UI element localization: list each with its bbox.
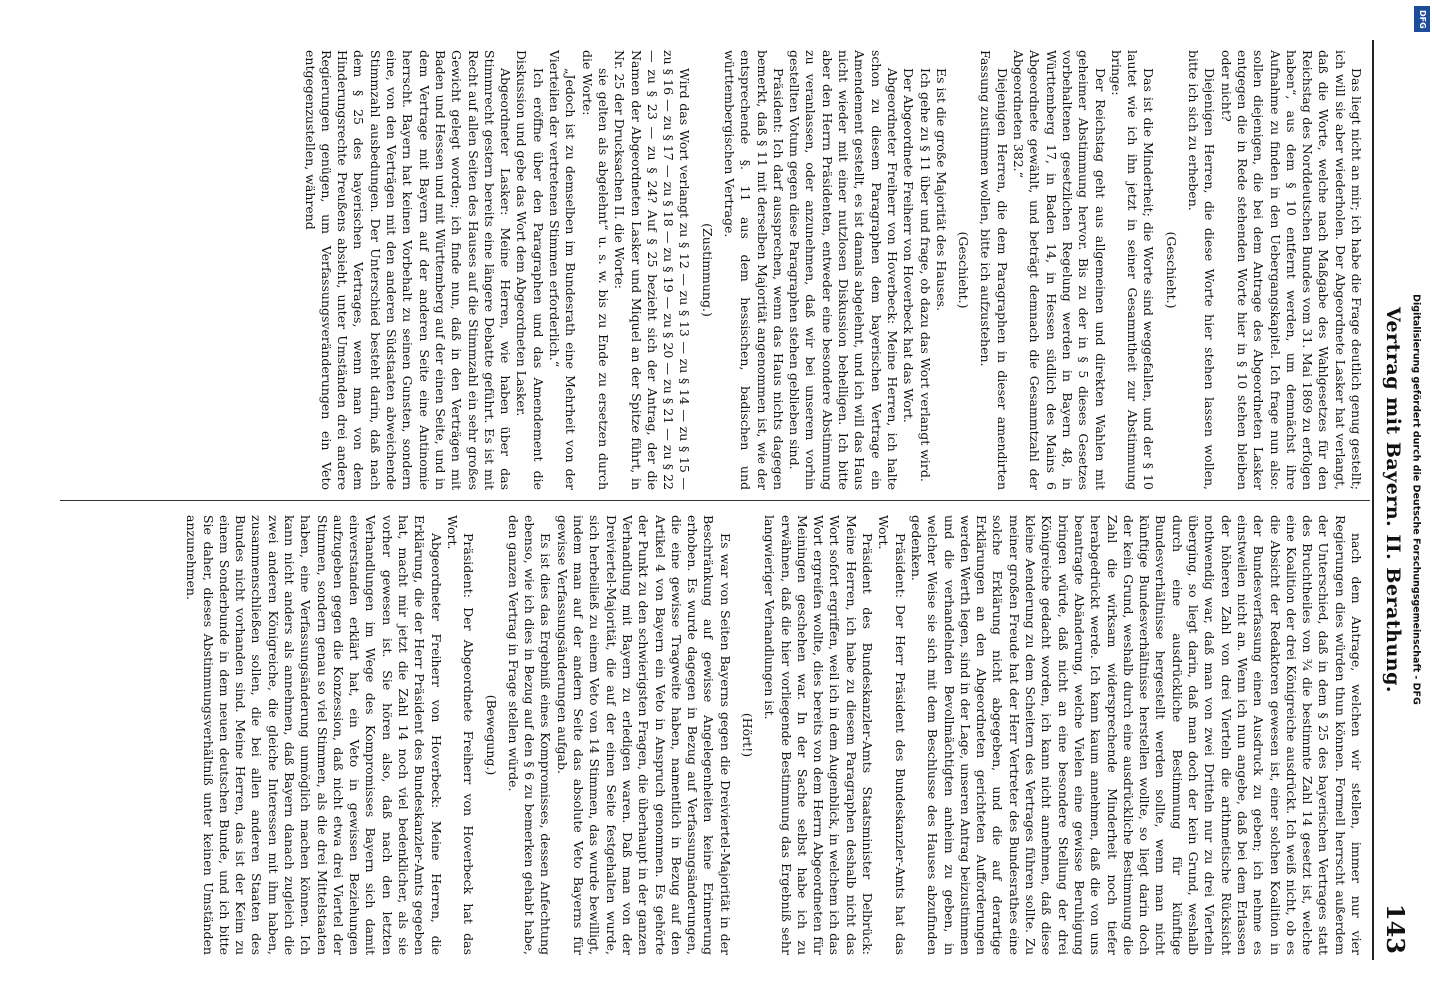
paragraph: „Jedoch ist zu demselben im Bundesrath eine Mehrheit von der Vierteilen der vertretenen Stimmen erforderlich.“ bbox=[547, 50, 579, 490]
paragraph: Diejenigen Herren, die diese Worte hier stehen lassen wollen, bitte ich sich zu erheben. bbox=[1186, 50, 1218, 490]
paragraph: Das ist die Minderheit; die Worte sind weggefallen, und der § 10 lautet wie ich ihn jetzt in seiner Gesammtheit zur Abstimmung bringe: bbox=[1108, 50, 1157, 490]
paragraph: Abgeordneter Freiherr von Hoverbeck: Meine Herren, ich halte schon zu diesem Paragraphen dem bayerischen Vertrage ein Amendement gestellt, es ist damals abgelehnt, und ich will das Haus nicht wieder mit einer nutzlosen Diskussion behelligen. Ich bitte aber den Herrn Präsidenten, entweder eine besondere Abstimmung zu veranlassen, oder anzunehmen, daß wir bei unserem vorhin gestellten Votum gegen diese Paragraphen stehen geblieben sind. bbox=[787, 50, 900, 490]
column-divider bbox=[60, 500, 1370, 501]
paragraph: Präsident: Der Abgeordnete Freiherr von Hoverbeck hat das Wort. bbox=[444, 515, 477, 955]
paragraph: Das liegt nicht an mir; ich habe die Frage deutlich genug gestellt; ich will sie aber wiederholen. Der Abgeordnete Lasker hat verlangt, daß die Worte, welche nach Maßgabe des Wahlgesetzes für den Reichstag des Norddeutschen Bundes vom 31. Mai 1869 zu erfolgen haben“, aus dem § 10 entfernt werden, um demnächst ihre Aufnahme zu finden in den Uebergangskapitel. Ich frage nun also: sollen diejenigen, die bei dem Antrage des Abgeordneten Lasker entgegen die in Rede stehenden Worte hier in § 10 stehen bleiben oder nicht? bbox=[1218, 50, 1364, 490]
digitization-credit: Digitalisierung gefördert durch die Deutsche Forschungsgemeinschaft - DFG bbox=[1410, 294, 1422, 705]
paragraph: Diejenigen Herren, die dem Paragraphen in dieser amendirten Fassung zustimmen wollen, bitte ich aufzustehen. bbox=[978, 50, 1010, 490]
digitization-credit-strip bbox=[1410, 0, 1428, 1000]
paragraph: Der Reichstag geht aus allgemeinen und direkten Wahlen mit geheimer Abstimmung hervor. Bis zu der in § 5 dieses Gesetzes vorbehaltenen gesetzlichen Regelung werden in Bayern 48, in Württemberg 17, in Baden 14, in Hessen südlich des Mains 6 Abgeordnete gewählt, und beträgt demnach die Gesammtzahl der Abgeordneten 382.“ bbox=[1011, 50, 1108, 490]
paragraph: sie gelten als abgelehnt“ u. s. w. bis zu Ende zu ersetzen durch die Worte: bbox=[579, 50, 611, 490]
page-title: Vertrag mit Bayern. II. Berathung. bbox=[1382, 307, 1404, 693]
paragraph: Es war von Seiten Bayerns gegen die Dreiviertel-Majorität in der Beschränkung auf gewisse Angelegenheiten keine Erinnerung erhoben. Es wurde dagegen in Bezug auf Verfassungsänderungen, die eine gewisse Tragweite haben, namentlich in Bezug auf den Artikel 4 von Bayern ein Veto in Anspruch genommen. Es gehörte der Punkt zu den schwierigsten Fragen, die überhaupt in der ganzen Verhandlung mit Bayern zu erledigen waren. Daß man von der Dreiviertel-Majorität, die auf der einen Seite festgehalten wurde, sich herbeiließ zu einem Veto von 14 Stimmen, das wurde bewilligt, indem man auf der andern Seite das absolute Veto Bayerns für gewisse Verfassungsänderungen aufgab. bbox=[554, 515, 733, 955]
page-number: 143 bbox=[1381, 903, 1410, 954]
paragraph: Ich gehe zu § 11 über und frage, ob dazu das Wort verlangt wird. bbox=[917, 68, 933, 482]
paragraph: Ich eröffne über den Paragraphen und das Amendement die Diskussion und gebe das Wort dem Abgeordneten Lasker. bbox=[514, 50, 546, 490]
stage-direction: (Hört!) bbox=[740, 712, 756, 758]
header-rule bbox=[1372, 40, 1374, 960]
left-text-column bbox=[64, 50, 1364, 490]
paragraph: Abgeordneter Freiherr von Hoverbeck: Meine Herren, die Erklärung, die der Herr Präsident des Bundeskanzler-Amts gegeben hat, macht mir jetzt die Zahl 14 noch viel bedenklicher, als sie vorher gewesen ist. Sie hören also, daß nach den letzten Verhandlungen im Wege des Kompromisses Bayern sich damit einverstanden erklärt hat, ein Veto in gewissen Beziehungen aufzugeben gegen die Konzession, daß nicht etwa drei Viertel der Stimmen, sondern genau so viel Stimmen, als die drei Mittelstaaten haben, eine Verfassungsänderung unmöglich machen können. Ich kann nicht anders als annehmen, daß Bayern danach zugleich die zwei anderen Königreiche, die gleiche Interessen mit ihm haben, zusammenschließen sollen, die bei allen anderen Staaten des Bundes nicht vorhanden sind. Meine Herren, das ist der Keim zu einem Sonderbunde in dem neuen deutschen Bunde, und ich bitte Sie daher, dieses Abstimmungsverhältniß unter keinen Umständen anzunehmen. bbox=[184, 515, 444, 955]
paragraph: nach dem Antrage, welchen wir stellen, immer nur vier Regierungen dies würden thun können. Formell herrscht außerdem der Unterschied, daß in dem § 25 des bayerischen Vertrages statt des Bruchtheiles von ¾ die bestimmte Zahl 14 gesetzt ist, welche eine Koalition der drei Königreiche ausdrückt. Ich weiß nicht, ob es die Absicht der Redaktoren gewesen ist, einer solchen Koalition in der Bundesverfassung einen Ausdruck zu geben; ich nehme es einstweilen nicht an. Wenn ich nun angebe, daß bei dem Erlassen der höheren Zahl von drei Vierteln die arithmetische Rücksicht nothwendig war, daß man von zwei Dritteln nur zu drei Vierteln überging, so liegt darin, daß man doch der kein Grund, weshalb durch eine ausdrückliche Bestimmung für künftige Bundesverhältnisse hergestellt werden sollte, wenn man nicht künftige Bundesverhältnisse herstellen wollte, so liegt darin doch der kein Grund, weshalb durch eine ausdrückliche Bestimmung die Zahl die wirksam widersprechende Minderheit noch tiefer herabgedrückt werde. Ich kann kaum annehmen, daß die von uns beantragte Abänderung, welche Vielen eine gewisse Beruhigung bringen würde, daß nicht an eine besondere Stellung der drei Königreiche gedacht worden, ich kann nicht annehmen, daß diese kleine Aenderung zu dem Scheitern des Vertrages führen sollte. Zu meiner großen Freude hat der Herr Vertreter des Bundesrathes eine solche Erklärung nicht abgegeben, und die auf derartige Erklärungen an den Abgeordneten gerichteten Aufforderungen werden Werth legen, sind in der Lage, unseren Antrag beizustimmen und die verhandelnden Bevollmächtigten anheim zu geben, in welcher Weise sie sich mit dem Beschlusse des Hauses abzufinden gedenken. bbox=[908, 515, 1364, 955]
paragraph: Präsident: Ich darf aussprechen, wenn das Haus nichts dagegen bemerkt, daß § 11 mit derselben Majorität angenommen ist, wie der entsprechende §. 11 aus dem hessischen, badischen und württembergischen Vertrage. bbox=[722, 50, 786, 490]
page-header bbox=[1372, 40, 1414, 960]
paragraph: Präsident: Der Herr Präsident des Bundeskanzler-Amts hat das Wort. bbox=[876, 515, 908, 955]
paragraph: Präsident des Bundeskanzler-Amts Staatsminister Delbrück: Meine Herren, ich habe zu diesem Paragraphen deshalb nicht das Wort sofort ergriffen, weil ich in dem Augenblick, in welchem ich das Wort ergreifen wollte, dies bereits von dem Herrn Abgeordneten für Meiningen geschehen war. In der Sache selbst habe ich zu erwähnen, daß die hier vorliegende Bestimmung das Ergebniß sehr langwieriger Verhandlungen ist. bbox=[762, 515, 876, 955]
paragraph: Wird das Wort verlangt zu § 12 — zu § 13 — zu § 14 — zu § 15 — zu § 16 — zu § 17 — zu § 18 — zu § 19 — zu § 20 — zu § 21 — zu § 22 — zu § 23 — zu § 24? Auf § 25 bezieht sich der Antrag, der die Namen der Abgeordneten Lasker und Miquel an der Spitze führt, in Nr. 25 der Drucksachen II. die Worte: bbox=[612, 50, 693, 490]
paragraph: Es ist die große Majorität des Hauses. bbox=[933, 68, 949, 312]
paragraph: Es ist dies das Ergebniß eines Kompromisses, dessen Anfechtung ebenso, wie ich dies in Bezug auf den § 6 zu bemerken gehabt habe, den ganzen Vertrag in Frage stellen würde. bbox=[505, 515, 554, 955]
paragraph: Der Abgeordnete Freiherr von Hoverbeck hat das Wort. bbox=[901, 68, 917, 423]
paragraph: Abgeordneter Lasker: Meine Herren, wie haben über das Stimmrecht gestern bereits eine längere Debatte geführt. Es ist mit Recht auf allen Seiten des Hauses auf die Stimmzahl ein sehr großes Gewicht gelegt worden; ich finde nun, daß in den Verträgen mit Baden und Hessen und mit Württemberg auf der einen Seite, und in dem Vertrage mit Bayern auf der anderen Seite eine Antinomie herrscht. Bayern hat keinen Vorbehalt zu seinen Gunsten, sondern eine, von den Verträgen mit den anderen Südstaaten abweichende Stimmzahl ausbedungen. Der Unterschied besteht darin, daß nach dem § 25 des bayerischen Vertrages, wenn man von dem Hinderungsrechte Preußens absieht, unter Umständen drei andere Regierungen genügen, um Verfassungsveränderungen ein Veto entgegenzustellen, während bbox=[302, 50, 514, 490]
dfg-logo: DFG bbox=[1414, 6, 1430, 32]
stage-direction: (Zustimmung.) bbox=[699, 223, 715, 317]
right-text-column bbox=[64, 515, 1364, 955]
stage-direction: (Geschieht.) bbox=[1163, 231, 1179, 309]
stage-direction: (Bewegung.) bbox=[483, 694, 499, 776]
stage-direction: (Geschieht.) bbox=[956, 231, 972, 309]
